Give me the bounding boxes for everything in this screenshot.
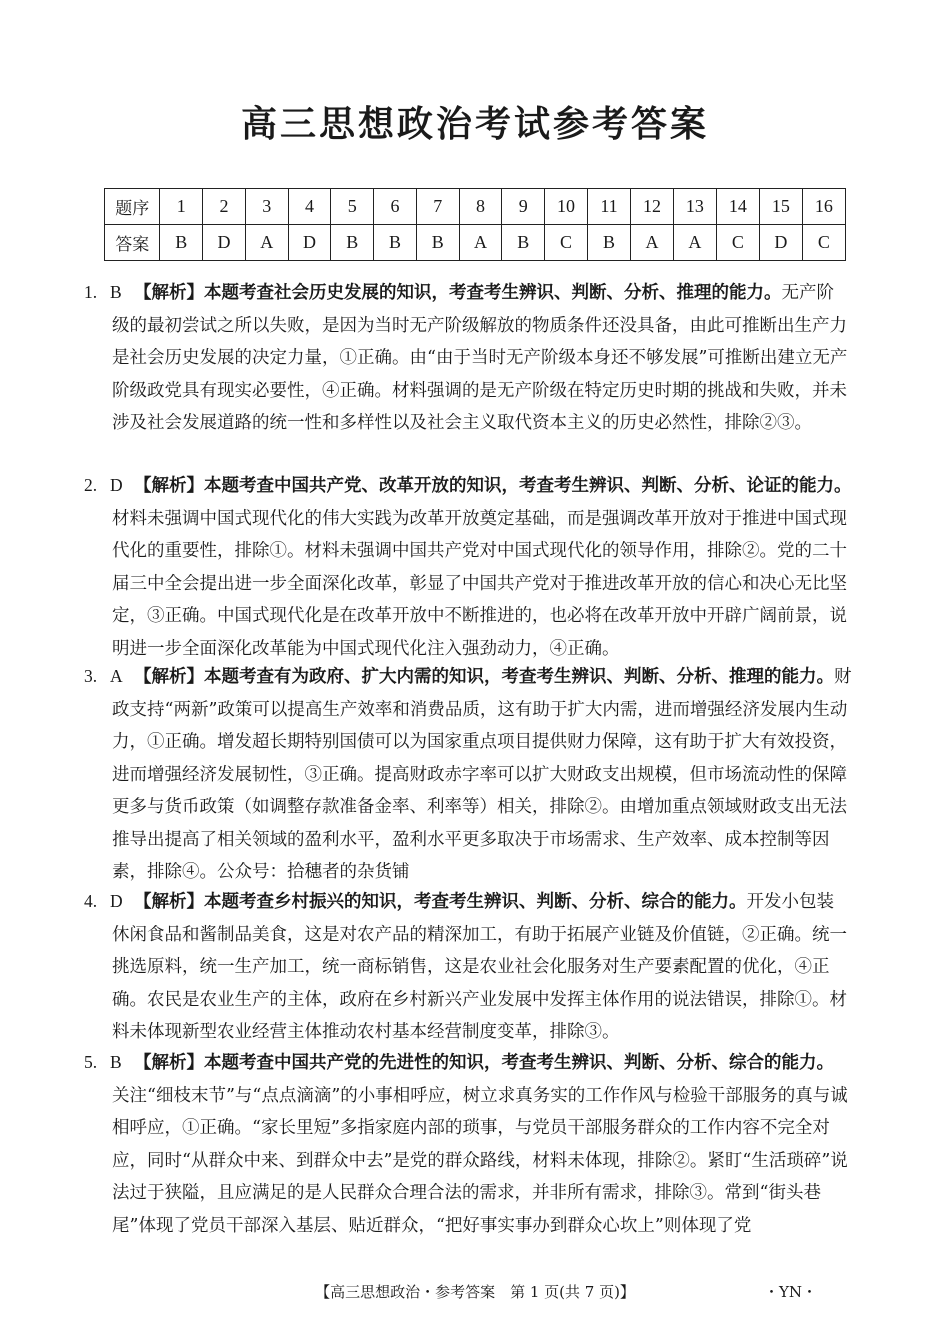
table-row-answers xyxy=(105,225,846,261)
analysis-continuation: 开发小包装 xyxy=(746,892,834,912)
answer-letter: D xyxy=(110,891,123,911)
question-number: 2 xyxy=(203,189,246,225)
question-number-label: 1. xyxy=(84,282,98,302)
explanation-body: 政支持“两新”政策可以提高生产效率和消费品质，这有助于扩大内需，进而增强经济发展内生动力，①正确。增发超长期特别国债可以为国家重点项目提供财力保障，这有助于扩大有效投资，进而增强经济发展韧性，③正确。提高财政赤字率可以扩大财政支出规模，但市场流动性的保障更多与货币政策（如调整存款准备金率、利率等）相关，排除②。由增加重点领域财政支出无法推导出提高了相关领域的盈利水平，盈利水平更多取决于市场需求、生产效率、成本控制等因素，排除④。公众号：拾穗者的杂货铺 xyxy=(112,699,848,882)
answer-cell: B xyxy=(374,225,417,261)
answer-cell: D xyxy=(759,225,802,261)
question-number: 6 xyxy=(374,189,417,225)
explanation-q3 xyxy=(84,660,862,889)
answer-cell: B xyxy=(588,225,631,261)
question-number: 16 xyxy=(802,189,845,225)
question-number-label: 5. xyxy=(84,1052,98,1072)
explanation-first-line xyxy=(84,1046,862,1080)
answer-cell: B xyxy=(502,225,545,261)
answer-letter: A xyxy=(110,666,123,686)
answer-cell: A xyxy=(630,225,673,261)
analysis-tag: 【解析】本题考查中国共产党、改革开放的知识，考查考生辨识、判断、分析、论证的能力。 xyxy=(134,476,852,496)
explanation-q5 xyxy=(84,1046,862,1242)
question-number: 15 xyxy=(759,189,802,225)
analysis-continuation: 无产阶 xyxy=(781,283,834,303)
row-header-number: 题序 xyxy=(105,189,160,225)
question-number: 5 xyxy=(331,189,374,225)
explanation-q4 xyxy=(84,885,862,1049)
explanation-first-line xyxy=(84,276,862,310)
row-header-answer: 答案 xyxy=(105,225,160,261)
question-number: 14 xyxy=(716,189,759,225)
analysis-continuation: 财 xyxy=(834,667,852,687)
explanation-body: 休闲食品和酱制品美食，这是对农产品的精深加工，有助于拓展产业链及价值链，②正确。统一挑选原料，统一生产加工，统一商标销售，这是农业社会化服务对生产要素配置的优化，④正确。农民是农业生产的主体，政府在乡村新兴产业发展中发挥主体作用的说法错误，排除①。材料未体现新型农业经营主体推动农村基本经营制度变革，排除③。 xyxy=(112,924,847,1042)
question-number: 11 xyxy=(588,189,631,225)
answer-letter: D xyxy=(110,475,123,495)
answer-table xyxy=(104,188,846,261)
analysis-tag: 【解析】本题考查有为政府、扩大内需的知识，考查考生辨识、判断、分析、推理的能力。 xyxy=(134,667,834,687)
page-footer: 【高三思想政治・参考答案 第 1 页(共 7 页)】 xyxy=(315,1283,635,1301)
footer-code: ・YN・ xyxy=(764,1283,818,1301)
question-number: 8 xyxy=(459,189,502,225)
explanation-first-line xyxy=(84,660,862,694)
question-number: 1 xyxy=(160,189,203,225)
question-number: 12 xyxy=(630,189,673,225)
question-number-label: 2. xyxy=(84,475,98,495)
answer-cell: A xyxy=(459,225,502,261)
explanation-body: 材料未强调中国式现代化的伟大实践为改革开放奠定基础，而是强调改革开放对于推进中国式现代化的重要性，排除①。材料未强调中国共产党对中国式现代化的领导作用，排除②。党的二十届三中全会提出进一步全面深化改革，彰显了中国共产党对于推进改革开放的信心和决心无比坚定，③正确。中国式现代化是在改革开放中不断推进的，也必将在改革开放中开辟广阔前景，说明进一步全面深化改革能为中国式现代化注入强劲动力，④正确。 xyxy=(112,508,847,659)
question-number: 3 xyxy=(245,189,288,225)
question-number: 9 xyxy=(502,189,545,225)
analysis-tag: 【解析】本题考查社会历史发展的知识，考查考生辨识、判断、分析、推理的能力。 xyxy=(134,283,782,303)
answer-cell: B xyxy=(160,225,203,261)
explanation-body: 关注“细枝末节”与“点点滴滴”的小事相呼应，树立求真务实的工作作风与检验干部服务的真与诚相呼应，①正确。“家长里短”多指家庭内部的琐事，与党员干部服务群众的工作内容不完全对应，同时“从群众中来、到群众中去”是党的群众路线，材料未体现，排除②。紧盯“生活琐碎”说法过于狭隘，且应满足的是人民群众合理合法的需求，并非所有需求，排除③。常到“街头巷尾”体现了党员干部深入基层、贴近群众，“把好事实事办到群众心坎上”则体现了党 xyxy=(112,1085,848,1236)
answer-cell: C xyxy=(716,225,759,261)
explanation-body: 级的最初尝试之所以失败，是因为当时无产阶级解放的物质条件还没具备，由此可推断出生产力是社会历史发展的决定力量，①正确。由“由于当时无产阶级本身还不够发展”可推断出建立无产阶级政党具有现实必要性，④正确。材料强调的是无产阶级在特定历史时期的挑战和失败，并未涉及社会发展道路的统一性和多样性以及社会主义取代资本主义的历史必然性，排除②③。 xyxy=(112,315,848,433)
question-number: 4 xyxy=(288,189,331,225)
table-row-numbers xyxy=(105,189,846,225)
answer-cell: A xyxy=(245,225,288,261)
explanation-first-line xyxy=(84,885,862,919)
answer-cell: D xyxy=(203,225,246,261)
explanation-q1 xyxy=(84,276,862,440)
page-title: 高三思想政治考试参考答案 xyxy=(240,104,709,145)
answer-cell: B xyxy=(331,225,374,261)
answer-letter: B xyxy=(110,1052,122,1072)
explanation-first-line xyxy=(84,469,862,503)
answer-cell: C xyxy=(802,225,845,261)
question-number: 13 xyxy=(673,189,716,225)
answer-letter: B xyxy=(110,282,122,302)
answer-cell: D xyxy=(288,225,331,261)
question-number: 10 xyxy=(545,189,588,225)
question-number: 7 xyxy=(416,189,459,225)
question-number-label: 4. xyxy=(84,891,98,911)
explanation-q2 xyxy=(84,469,862,665)
question-number-label: 3. xyxy=(84,666,98,686)
analysis-tag: 【解析】本题考查中国共产党的先进性的知识，考查考生辨识、判断、分析、综合的能力。 xyxy=(134,1053,834,1073)
analysis-tag: 【解析】本题考查乡村振兴的知识，考查考生辨识、判断、分析、综合的能力。 xyxy=(134,892,747,912)
answer-cell: B xyxy=(416,225,459,261)
answer-cell: A xyxy=(673,225,716,261)
answer-cell: C xyxy=(545,225,588,261)
